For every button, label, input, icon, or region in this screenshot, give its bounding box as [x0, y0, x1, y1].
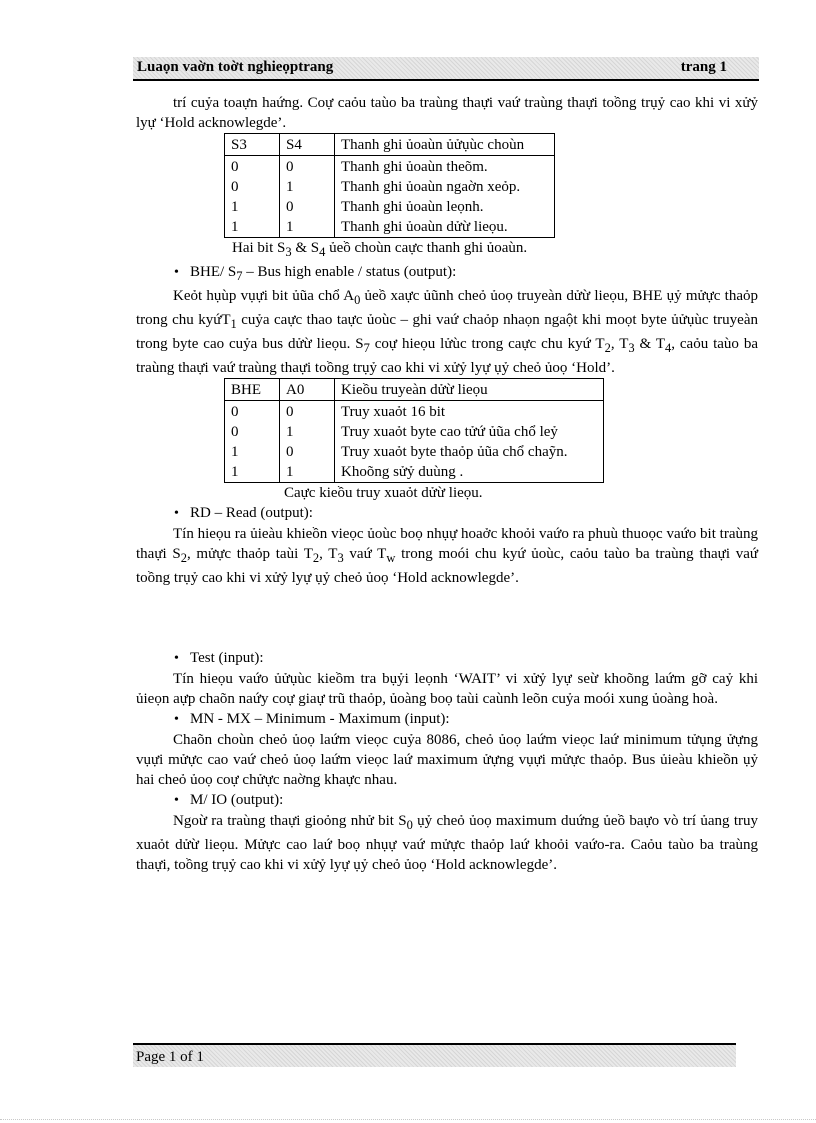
test-heading: • Test (input): — [174, 648, 758, 669]
table-header-cell: S3 — [225, 134, 280, 156]
page-header — [133, 57, 759, 81]
rd-heading: • RD – Read (output): — [174, 503, 758, 524]
table-header-cell: Kieồu truyeàn dửừ lieọu — [335, 379, 604, 401]
table-header-cell: A0 — [280, 379, 335, 401]
document-body — [136, 93, 758, 875]
segment-register-table — [224, 133, 555, 238]
table-cell: 0 1 0 1 — [280, 401, 335, 483]
table-cell: Truy xuaỏt 16 bit Truy xuaỏt byte cao tửứ ủũa chổ leỷ Truy xuaỏt byte thaỏp ủũa chổ chaỹn. Khoõng sửỷ duùng . — [335, 401, 604, 483]
mio-paragraph: Ngoừ ra traùng thaựi gioỏng nhử bit $S_0$ ụỷ cheỏ ủoọ maximum duứng ủeồ baựo vò trí ủang truy xuaỏt dửừ lieọu. Mửực cao laứ boọ nhụự vaứ mửực thaỏp laứ khoỏi vaứo-ra. Caỏu taùo ba traùng thaựi, toồng trụỷ cao khi vi xửỷ lyự ụỷ cheỏ ủoọ ‘Hold acknowlegde’. — [136, 813, 758, 873]
table-header-cell: Thanh ghi ủoaùn ủửụùc choùn — [335, 134, 555, 156]
table-header-cell: S4 — [280, 134, 335, 156]
table-row — [225, 379, 604, 401]
page-edge — [0, 1119, 816, 1120]
header-title: Luaọn vaờn toờt nghieọptrang — [137, 59, 334, 75]
header-page-number: trang 1 — [680, 59, 727, 75]
section-spacer — [136, 588, 758, 648]
mnmx-heading: • MN - MX – Minimum - Maximum (input): — [174, 709, 758, 730]
table-row — [225, 401, 604, 483]
table-cell: Thanh ghi ủoaùn theõm. Thanh ghi ủoaùn ngaờn xeỏp. Thanh ghi ủoaùn leọnh. Thanh ghi ủoaùn dửừ lieọu. — [335, 156, 555, 238]
table-cell: 0 0 1 1 — [225, 156, 280, 238]
table1-caption: Hai bit $S_3$ & $S_4$ ủeồ choùn caực thanh ghi ủoaùn. — [232, 240, 528, 259]
table-cell: 0 1 0 1 — [280, 156, 335, 238]
mnmx-paragraph: Chaõn choùn cheỏ ủoọ laứm vieọc cuỷa 8086, cheỏ ủoọ laứm vieọc laứ minimum tửụng ửựng vụựi mửực cao vaứ cheỏ ủoọ laứm vieọc laứ maximum ửựng vụựi mửực thaỏp. Bus ủieàu khieồn ụỷ hai cheỏ ủoọ coự chửực naờng khaực nhau. — [136, 732, 758, 788]
bhe-paragraph: Keỏt hụùp vụựi bit ủũa chổ $A_0$ ủeồ xaực ủũnh cheỏ ủoọ truyeàn dửừ lieọu, BHE ụỷ mửực thaỏp trong chu kyứT$_1$ cuỷa caực thao taực ủoùc – ghi vaứ chaỏp nhaọn ngaột khi moọt byte ủửụùc truyeàn trong byte cao cuỷa bus dửừ lieọu. $S_7$ coự hieọu lửùc trong caực chu kyứ $T_2$, $T_3$ & $T_4$, caỏu taùo ba traùng thaựi vaứ traùng thaựi toồng trụỷ cao khi vi xửỷ lyự ụỷ cheỏ ủoọ ‘Hold’. — [136, 288, 758, 376]
page-footer — [133, 1043, 736, 1067]
table-cell: 0 0 1 1 — [225, 401, 280, 483]
rd-paragraph: Tín hieọu ra ủieàu khieồn vieọc ủoùc boọ nhụự hoaởc khoỏi vaứo ra phuù thuoọc vaứo bit traùng thaựi $S_2$, mửực thaỏp taùi $T_2$, $T_3$ vaứ $T_w$ trong moói chu kyứ ủoùc, caỏu taùo ba traùng thaựi vaứ toồng trụỷ cao khi vi xửỷ lyự ụỷ cheỏ ủoọ ‘Hold acknowlegde’. — [136, 526, 758, 586]
table-header-cell: BHE — [225, 379, 280, 401]
footer-page-text: Page 1 of 1 — [136, 1049, 204, 1065]
bhe-heading: • BHE/ $S_7$ – Bus high enable / status (output): — [174, 262, 758, 286]
intro-paragraph: trí cuỷa toaựn haứng. Coự caỏu taùo ba traùng thaựi vaứ traùng thaựi toồng trụỷ cao khi vi xửỷ lyự ‘Hold acknowlegde’. — [136, 95, 758, 131]
mio-heading: • M/ IO (output): — [174, 790, 758, 811]
transfer-mode-table — [224, 378, 604, 483]
table-row — [225, 134, 555, 156]
test-paragraph: Tín hieọu vaứo ủửụùc kieồm tra bụỷi leọnh ‘WAIT’ vi xửỷ lyự seừ khoõng laứm gỡ caỷ khi ủieọn aựp chaõn naứy coự giaự trũ thaỏp, ủoàng boọ taùi caùnh leõn cuỷa moói xung ủoàng hoà. — [136, 671, 758, 707]
table-row — [225, 156, 555, 238]
table2-caption: Caực kieồu truy xuaỏt dửừ lieọu. — [284, 485, 483, 501]
